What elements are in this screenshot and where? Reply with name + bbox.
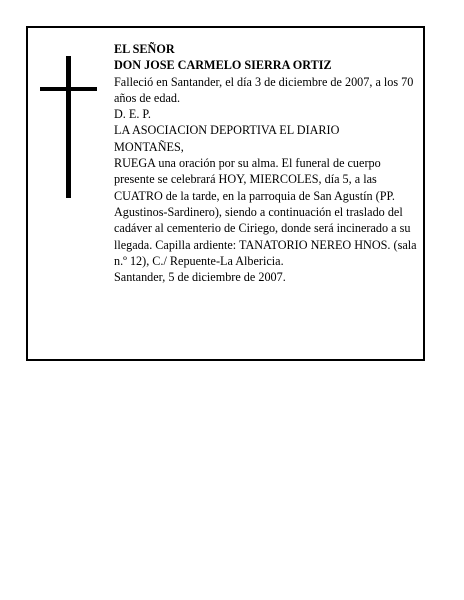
notice-text [114, 41, 419, 285]
notice-heading: EL SEÑOR [114, 42, 175, 56]
death-announcement: Falleció en Santander, el día 3 de diciembre de 2007, a los 70 años de edad. [114, 74, 414, 105]
place-and-date: Santander, 5 de diciembre de 2007. [114, 270, 286, 285]
cross-horizontal-bar [40, 87, 97, 91]
cross-icon [40, 56, 97, 198]
funeral-request: RUEGA una oración por su alma. El funeral de cuerpo presente se celebrará HOY, MIERCOLES, día 5, a las CUATRO de la tarde, en la parroquia de San Agustín (PP. Agustinos-Sardinero), siendo a continuación el traslado del cadáver al cementerio de Ciriego, donde será incinerado a su llegada. Capilla ardiente: TANATORIO NEREO HNOS. (sala n.º 12), C./ Repuente-La Albericia. [114, 156, 417, 268]
organization-name-line1: LA ASOCIACION DEPORTIVA EL DIARIO [114, 123, 340, 138]
organization-name-line2: MONTAÑES, [114, 139, 184, 154]
cross-vertical-bar [66, 56, 71, 198]
obituary-notice [26, 26, 425, 361]
rest-in-peace: D. E. P. [114, 107, 151, 122]
deceased-name: DON JOSE CARMELO SIERRA ORTIZ [114, 58, 332, 73]
